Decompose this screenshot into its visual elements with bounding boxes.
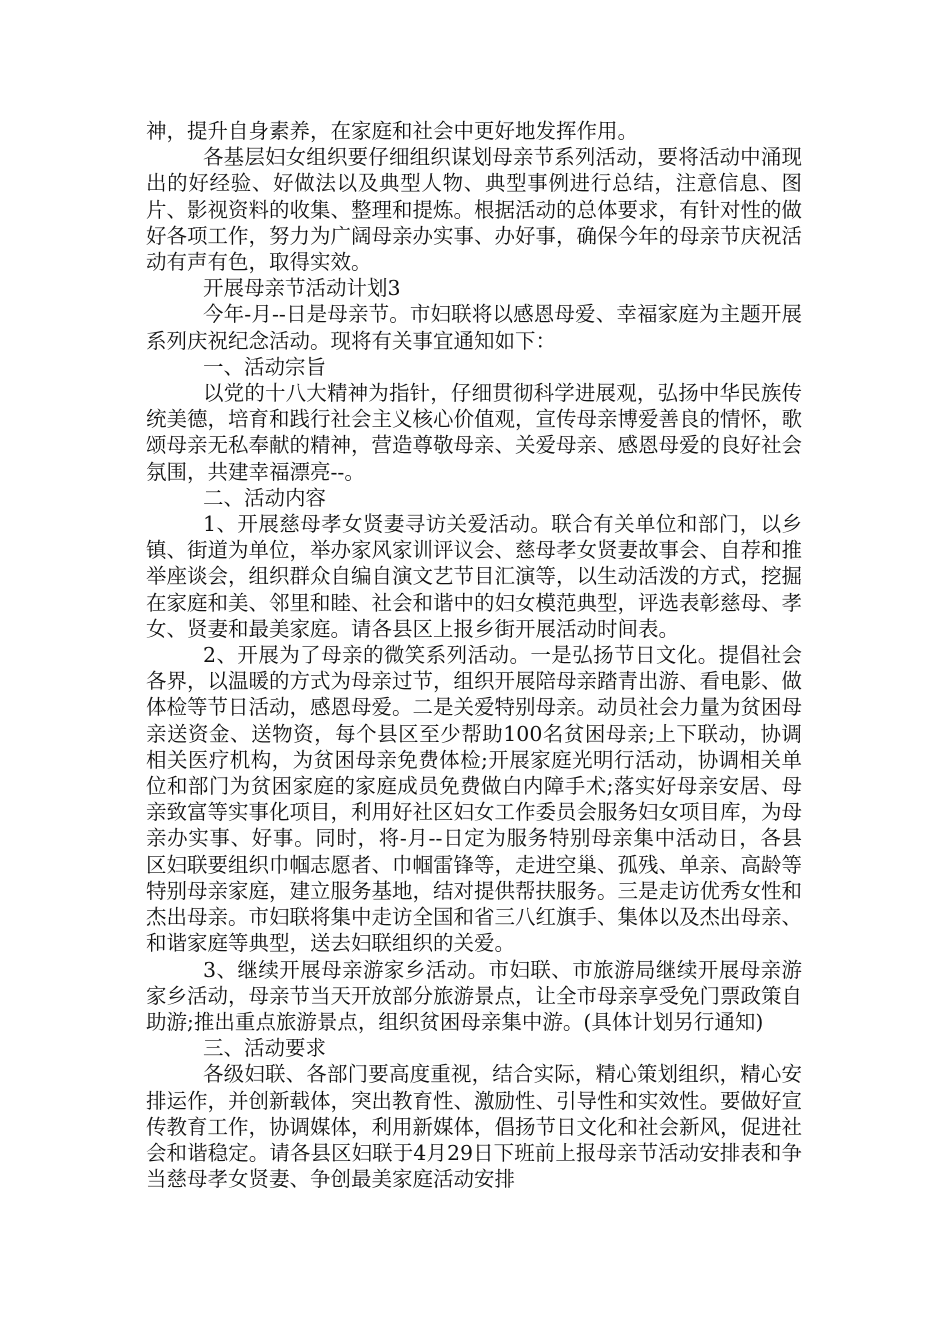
heading-content: 二、活动内容 [203,485,326,510]
paragraph-content-2: 2、开展为了母亲的微笑系列活动。一是弘扬节日文化。提倡社会各界，以温暖的方式为母亲过节，组织开展陪母亲踏青出游、看电影、做体检等节日活动，感恩母爱。二是关爱特别母亲。动员社会力量为贫困母亲送资金、送物资，每个县区至少帮助100名贫困母亲;上下联动，协调相关医疗机构，为贫困母亲免费体检;开展家庭光明行活动，协调相关单位和部门为贫困家庭的家庭成员免费做白内障手术;落实好母亲安居、母亲致富等实事化项目，利用好社区妇女工作委员会服务妇女项目库，为母亲办实事、好事。同时，将-月--日定为服务特别母亲集中活动日，各县区妇联要组织巾帼志愿者、巾帼雷锋等，走进空巢、孤残、单亲、高龄等特别母亲家庭，建立服务基地，结对提供帮扶服务。三是走访优秀女性和杰出母亲。市妇联将集中走访全国和省三八红旗手、集体以及杰出母亲、和谐家庭等典型，送去妇联组织的关爱。 [146,643,802,956]
paragraph-requirements: 各级妇联、各部门要高度重视，结合实际，精心策划组织，精心安排运作，并创新载体，突出教育性、激励性、引导性和实效性。要做好宣传教育工作，协调媒体，利用新媒体，倡扬节日文化和社会新风，促进社会和谐稳定。请各县区妇联于4月29日下班前上报母亲节活动安排表和争当慈母孝女贤妻、争创最美家庭活动安排 [146,1062,802,1192]
paragraph-content-3: 3、继续开展母亲游家乡活动。市妇联、市旅游局继续开展母亲游家乡活动，母亲节当天开放部分旅游景点，让全市母亲享受免门票政策自助游;推出重点旅游景点，组织贫困母亲集中游。(具体计划另行通知) [146,957,802,1034]
heading-purpose: 一、活动宗旨 [203,354,326,379]
document-page [146,118,802,1192]
heading-requirements: 三、活动要求 [203,1036,326,1061]
paragraph-organization: 各基层妇女组织要仔细组织谋划母亲节系列活动，要将活动中涌现出的好经验、好做法以及典型人物、典型事例进行总结，注意信息、图片、影视资料的收集、整理和提炼。根据活动的总体要求，有针对性的做好各项工作，努力为广阔母亲办实事、办好事，确保今年的母亲节庆祝活动有声有色，取得实效。 [146,145,802,275]
paragraph-continuation: 神，提升自身素养，在家庭和社会中更好地发挥作用。 [146,119,638,143]
section-title-plan-3: 开展母亲节活动计划3 [203,276,401,301]
paragraph-content-1: 1、开展慈母孝女贤妻寻访关爱活动。联合有关单位和部门，以乡镇、街道为单位，举办家风家训评议会、慈母孝女贤妻故事会、自荐和推举座谈会，组织群众自编自演文艺节目汇演等，以生动活泼的方式，挖掘在家庭和美、邻里和睦、社会和谐中的妇女模范典型，评选表彰慈母、孝女、贤妻和最美家庭。请各县区上报乡街开展活动时间表。 [146,512,802,641]
paragraph-purpose: 以党的十八大精神为指针，仔细贯彻科学进展观，弘扬中华民族传统美德，培育和践行社会主义核心价值观，宣传母亲博爱善良的情怀，歌颂母亲无私奉献的精神，营造尊敬母亲、关爱母亲、感恩母爱的良好社会氛围，共建幸福漂亮--。 [146,381,802,484]
paragraph-intro: 今年-月--日是母亲节。市妇联将以感恩母爱、幸福家庭为主题开展系列庆祝纪念活动。现将有关事宜通知如下： [146,302,802,353]
